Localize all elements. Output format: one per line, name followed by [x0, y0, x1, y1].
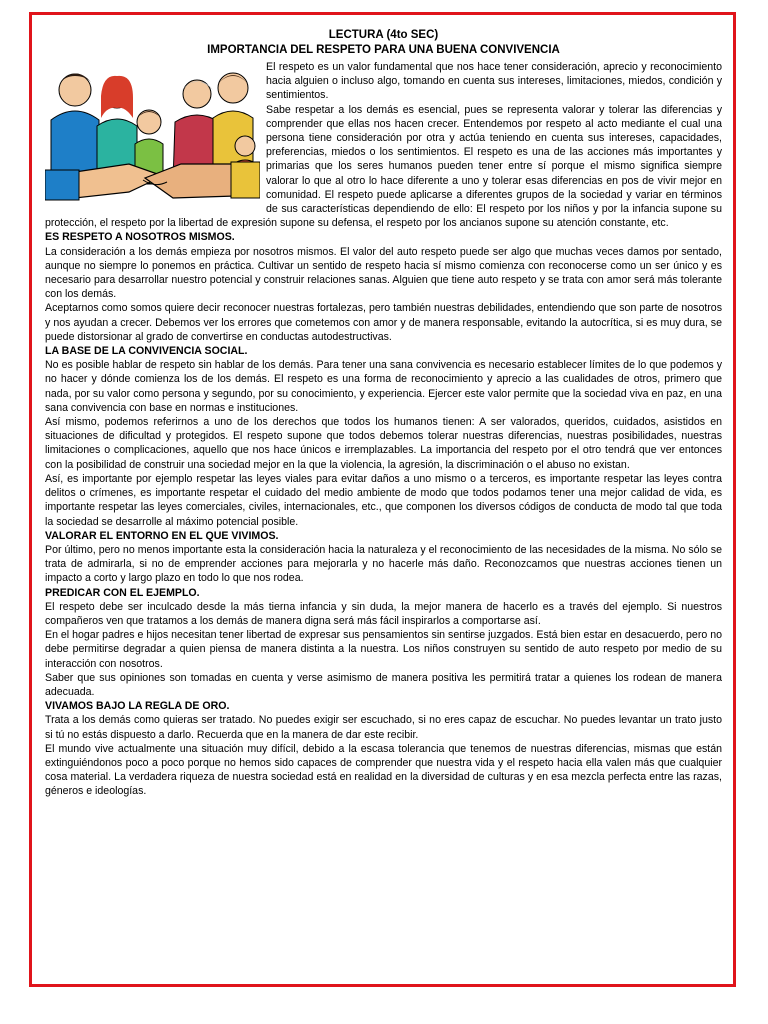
section-heading-4: PREDICAR CON EL EJEMPLO. — [45, 586, 200, 599]
section-paragraph: El respeto debe ser inculcado desde la más tierna infancia y sin duda, la mejor manera de hacerlo es a través del ejemplo. Si nuestros compañeros ven que tratamos a los demás de manera digna será más fácil inspirarlos a comportarse así. — [45, 600, 722, 627]
section-paragraph: El mundo vive actualmente una situación muy difícil, debido a la escasa tolerancia que tenemos de nuestras diferencias, mismas que están extinguiéndonos poco a poco porque no hemos sido capaces de comprender que nuestra vida y el respeto hacia ella valen más que cualquier cosa material. La verdadera riqueza de nuestra sociedad está en realidad en la diversidad de culturas y en esa mezcla perfecta entre las razas, géneros e ideologías. — [45, 742, 722, 798]
section-paragraph: Trata a los demás como quieras ser tratado. No puedes exigir ser escuchado, si no eres capaz de escuchar. No puedes levantar un trato justo si tú no estás dispuesto a darlo. Recuerda que en la manera de dar este recibir. — [45, 714, 722, 741]
section-heading-5: VIVAMOS BAJO LA REGLA DE ORO. — [45, 700, 230, 713]
section-paragraph: Saber que sus opiniones son tomadas en cuenta y verse asimismo de manera positiva les permitirá tratar a quienes los rodean de manera adecuada. — [45, 671, 722, 698]
section-heading-1: ES RESPETO A NOSOTROS MISMOS. — [45, 231, 235, 244]
section-paragraph: No es posible hablar de respeto sin hablar de los demás. Para tener una sana convivencia es necesario establecer límites de lo que podemos y no hacer y dónde comienza los de los demás. El respeto es una forma de reconocimiento y aprecio a las cualidades de otros, primero que nada, por su valor como persona y segundo, por su conocimiento, y experiencia. Ejercer este valor permite que la sociedad viva en paz, en una sana convivencia con base en normas e instituciones. — [45, 359, 722, 414]
section-paragraph: La consideración a los demás empieza por nosotros mismos. El valor del auto respeto puede ser algo que muchas veces damos por sentado, aunque no siempre lo ponemos en práctica. Cultivar un sentido de respeto hacia sí mismo comienza con reconocerse como un ser único y es necesario para desarrollar nuestro potencial y construir relaciones sanas. Alguien que tiene auto respeto y se trata con amor será más tolerante con los demás. — [45, 245, 722, 301]
section-paragraph: Por último, pero no menos importante esta la consideración hacia la naturaleza y el reconocimiento de las necesidades de la misma. No sólo se trata de admirarla, si no de emprender acciones para mejorarla y no hacerle más daño. Reconozcamos que nuestras acciones tienen un impacto a corto y largo plazo en todo lo que nos rodea. — [45, 543, 722, 585]
people-handshake-illustration — [45, 60, 260, 210]
section-heading-3: VALORAR EL ENTORNO EN EL QUE VIVIMOS. — [45, 529, 279, 542]
page-title: IMPORTANCIA DEL RESPETO PARA UNA BUENA CONVIVENCIA — [207, 44, 560, 56]
intro-paragraph-1: El respeto es un valor fundamental que nos hace tener consideración, aprecio y reconocimiento hacia alguien o incluso algo, tomando en cuenta sus intereses, limitaciones, miedos, condición y sentimientos. — [266, 61, 722, 102]
section-paragraph: Aceptarnos como somos quiere decir reconocer nuestras fortalezas, pero también nuestras debilidades, entendiendo que son parte de nosotros y nos ayudan a crecer. Debemos ver los errores que cometemos con amor y de manera responsable, evitando la autocrítica, si es muy dura, se puede distorsionar al grado de convertirse en conductas autodestructivas. — [45, 302, 722, 343]
intro-paragraph-2: Sabe respetar a los demás es esencial, pues se representa valorar y tolerar las diferencias y comprender que ellas nos hacen crecer. Entendemos por respeto al acto mediante el cual una persona tiene consideración por otra y actúa teniendo en cuenta sus intereses, capacidades, preferencias, miedos o los sentimientos. El respeto es una de las acciones más importantes y primarias que los seres humanos pueden tener entre sí porque el mismo significa siempre valorar lo que al otro lo hace diferente a uno y tolerar esas diferencias en pos de vivir mejor en comunidad. El respeto puede aplicarse a diferentes grupos de la sociedad y variar en términos de sus características dependiendo de ello: El respeto por los niños y por la infancia supone su protección, el respeto por la libertad de expresión supone su defensa, el respeto por los ancianos supone su atención constante, etc. — [45, 103, 722, 230]
page-subtitle: LECTURA (4to SEC) — [328, 29, 439, 41]
section-paragraph: Así, es importante por ejemplo respetar las leyes viales para evitar daños a uno mismo o a terceros, es importante respetar las leyes contra delitos o crímenes, es importante respetar el cuidado del medio ambiente de modo que todos podamos tener una mejor calidad de vida, es importante respetar las leyes comerciales, civiles, internacionales, etc., que componen los diversos códigos de conducta de modo tal que toda la sociedad se desarrolle al máximo potencial posible. — [45, 472, 722, 528]
document-body — [45, 28, 722, 799]
section-paragraph: En el hogar padres e hijos necesitan tener libertad de expresar sus pensamientos sin sentirse juzgados. Está bien estar en desacuerdo, pero no debe permitirse degradar a quien piensa de manera distinta a la nuestra. Los niños construyen su sentido de auto respeto por medio de su interacción con nosotros. — [45, 629, 722, 670]
section-paragraph: Así mismo, podemos referirnos a uno de los derechos que todos los humanos tienen: A ser valorados, queridos, cuidados, asistidos en situaciones de dificultad y protegidos. El respeto supone que todos debemos tolerar nuestras diferencias, nuestras posibilidades, nuestras limitaciones o complicaciones, aquello que nos hace únicos e irremplazables. La importancia del respeto por el otro tendrá que ver entonces con la posibilidad de construir una sociedad mejor en la que la violencia, la agresión, la discriminación o el abuso no existan. — [45, 416, 722, 471]
section-heading-2: LA BASE DE LA CONVIVENCIA SOCIAL. — [45, 345, 248, 358]
